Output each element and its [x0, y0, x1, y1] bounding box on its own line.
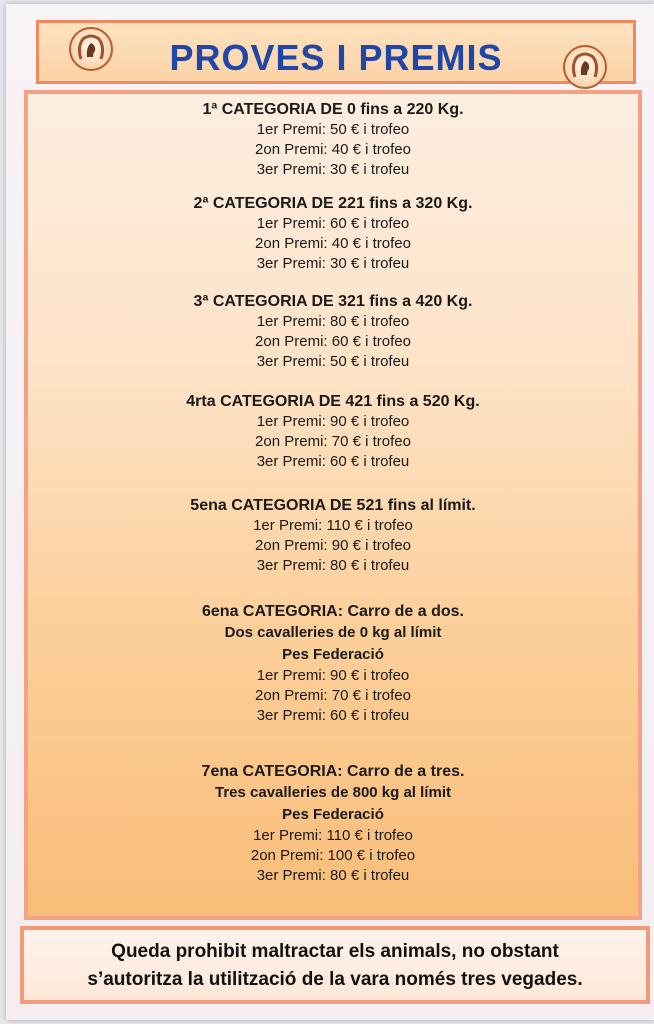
prize-line: 3er Premi: 80 € i trofeu	[256, 867, 410, 884]
prize-line: 2on Premi: 40 € i trofeo	[255, 235, 411, 252]
prize-line: 3er Premi: 80 € i trofeu	[256, 557, 410, 574]
prize-line: 1er Premi: 80 € i trofeo	[256, 313, 410, 330]
prize-line: 1er Premi: 110 € i trofeo	[253, 517, 413, 534]
category-6	[28, 602, 638, 726]
prize-line: 3er Premi: 50 € i trofeu	[256, 353, 410, 370]
category-detail: Dos cavalleries de 0 kg al límit	[224, 624, 442, 641]
category-title: 4rta CATEGORIA DE 421 fins a 520 Kg.	[186, 393, 480, 410]
category-5	[28, 496, 638, 576]
page-title: PROVES I PREMIS	[169, 37, 503, 78]
category-detail: Tres cavalleries de 800 kg al límit	[215, 784, 451, 801]
prize-line: 2on Premi: 70 € i trofeo	[255, 433, 411, 450]
category-title: 2ª CATEGORIA DE 221 fins a 320 Kg.	[193, 195, 473, 212]
prize-line: 2on Premi: 90 € i trofeo	[255, 537, 411, 554]
category-detail: Pes Federació	[282, 646, 384, 663]
category-title: 6ena CATEGORIA: Carro de a dos.	[202, 603, 464, 620]
category-4	[28, 392, 638, 472]
category-title: 3ª CATEGORIA DE 321 fins a 420 Kg.	[193, 293, 473, 310]
prize-line: 2on Premi: 40 € i trofeo	[255, 141, 411, 158]
prize-line: 1er Premi: 90 € i trofeo	[256, 667, 410, 684]
prize-line: 1er Premi: 90 € i trofeo	[256, 413, 410, 430]
category-title: 1ª CATEGORIA DE 0 fins a 220 Kg.	[202, 101, 464, 118]
prize-line: 2on Premi: 70 € i trofeo	[255, 687, 411, 704]
rules-notice	[20, 926, 650, 1004]
category-2	[28, 194, 638, 274]
prize-line: 1er Premi: 50 € i trofeo	[256, 121, 410, 138]
poster-sheet	[6, 4, 654, 1020]
category-7	[28, 762, 638, 886]
prize-line: 1er Premi: 60 € i trofeo	[256, 215, 410, 232]
horseshoe-logo-icon	[563, 45, 607, 89]
prize-line: 3er Premi: 60 € i trofeu	[256, 707, 410, 724]
category-title: 5ena CATEGORIA DE 521 fins al límit.	[190, 497, 476, 514]
category-detail: Pes Federació	[282, 806, 384, 823]
category-title: 7ena CATEGORIA: Carro de a tres.	[201, 763, 465, 780]
prize-line: 1er Premi: 110 € i trofeo	[253, 827, 413, 844]
category-3	[28, 292, 638, 372]
notice-line: s’autoritza la utilització de la vara només tres vegades.	[87, 969, 583, 990]
prize-line: 2on Premi: 100 € i trofeo	[250, 847, 416, 864]
prize-line: 3er Premi: 30 € i trofeu	[256, 161, 410, 178]
header-banner	[36, 20, 636, 84]
prize-line: 2on Premi: 60 € i trofeo	[255, 333, 411, 350]
notice-line: Queda prohibit maltractar els animals, no obstant	[111, 941, 559, 962]
prize-line: 3er Premi: 30 € i trofeu	[256, 255, 410, 272]
prize-line: 3er Premi: 60 € i trofeu	[256, 453, 410, 470]
category-1	[28, 100, 638, 180]
prizes-panel	[24, 90, 642, 920]
